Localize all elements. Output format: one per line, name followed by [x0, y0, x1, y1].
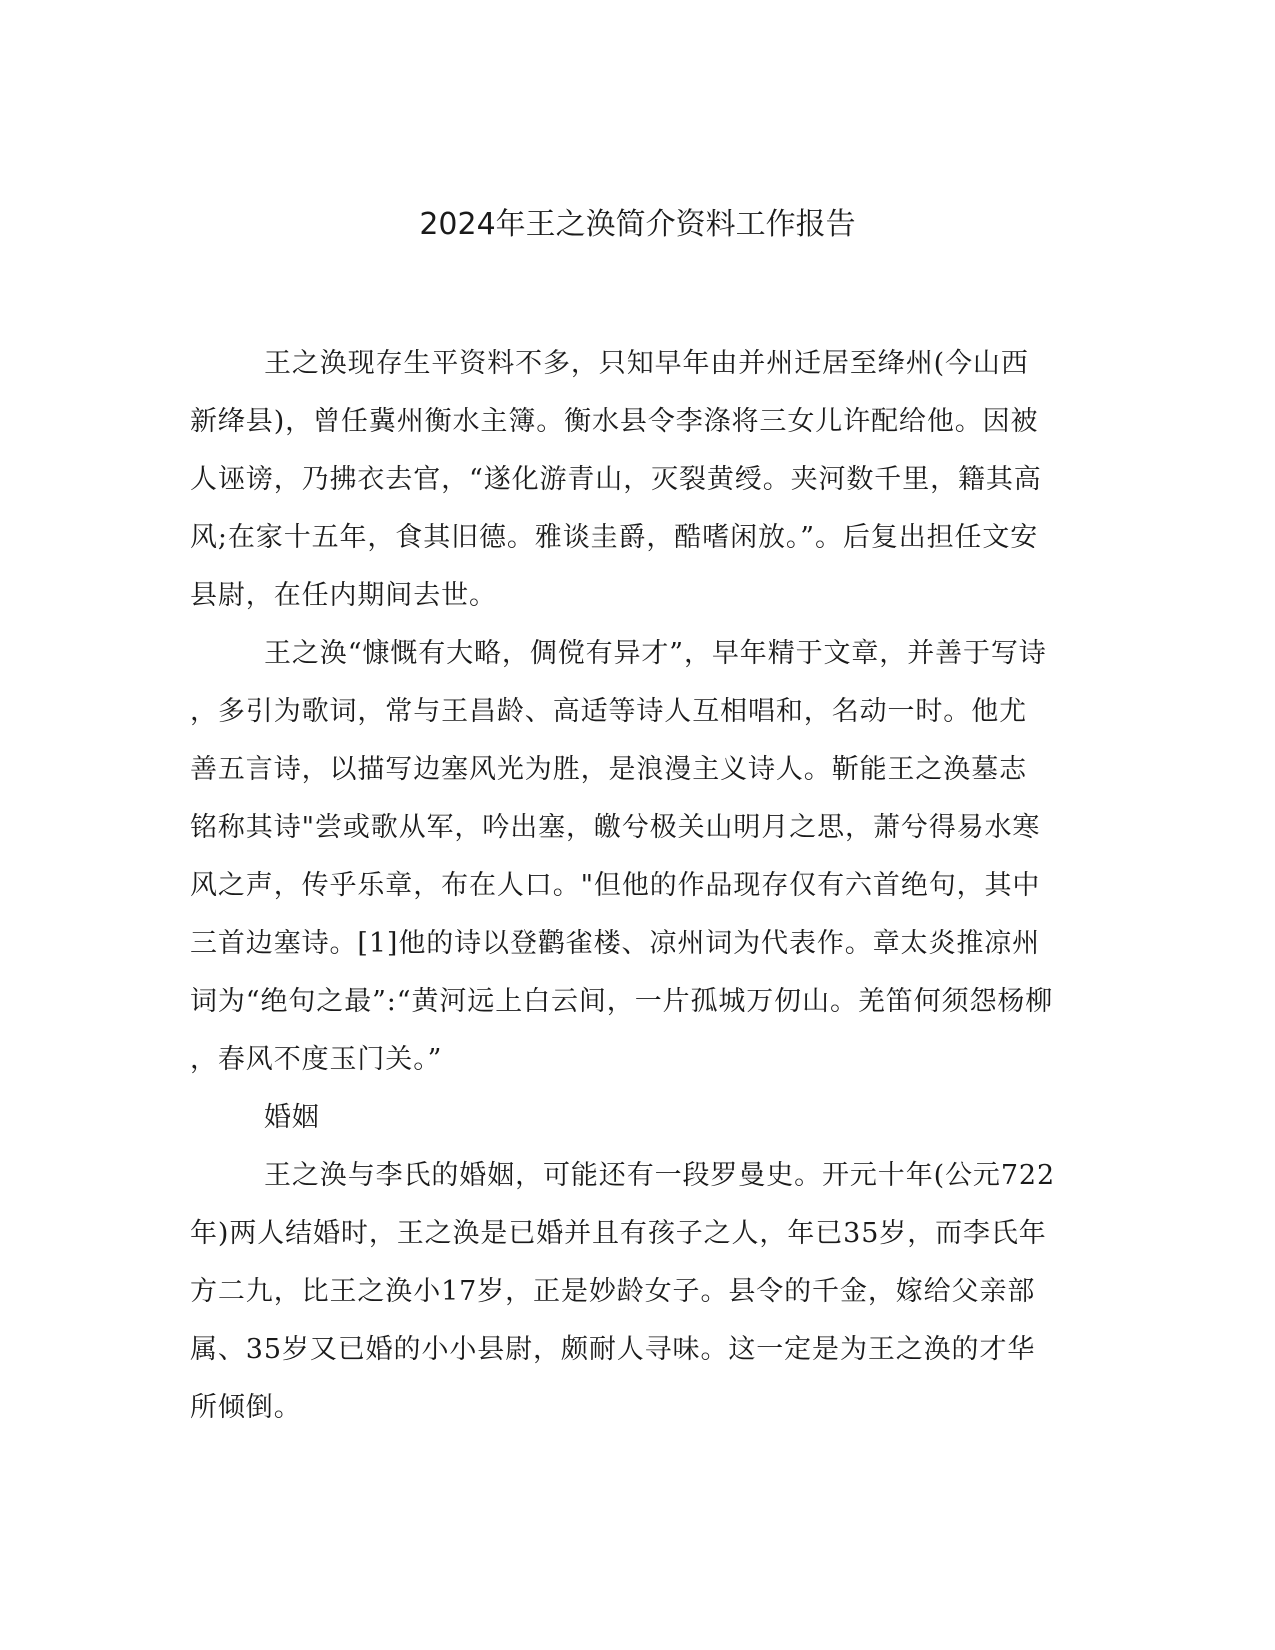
- paragraph-line: 王之涣“慷慨有大略，倜傥有异才”，早年精于文章，并善于写诗: [264, 638, 1047, 669]
- paragraph-line: ，多引为歌词，常与王昌龄、高适等诗人互相唱和，名动一时。他尤: [190, 696, 1027, 727]
- paragraph-biography: [190, 335, 1080, 625]
- section-heading-text: 婚姻: [264, 1102, 320, 1133]
- paragraph-line: 新绛县)，曾任冀州衡水主簿。衡水县令李涤将三女儿许配给他。因被: [190, 406, 1039, 437]
- paragraph-line: 所倾倒。: [190, 1392, 302, 1423]
- paragraph-line: 方二九，比王之涣小17岁，正是妙龄女子。县令的千金，嫁给父亲部: [190, 1276, 1036, 1307]
- section-heading-marriage: [190, 1089, 1080, 1147]
- paragraph-line: 善五言诗，以描写边塞风光为胜，是浪漫主义诗人。靳能王之涣墓志: [190, 754, 1027, 785]
- paragraph-line: 词为“绝句之最”:“黄河远上白云间，一片孤城万仞山。羌笛何须怨杨柳: [190, 986, 1054, 1017]
- paragraph-line: 属、35岁又已婚的小小县尉，颇耐人寻味。这一定是为王之涣的才华: [190, 1334, 1036, 1365]
- paragraph-line: 三首边塞诗。[1]他的诗以登鹳雀楼、凉州词为代表作。章太炎推凉州: [190, 928, 1041, 959]
- paragraph-line: 人诬谤，乃拂衣去官，“遂化游青山，灭裂黄绶。夹河数千里，籍其高: [190, 464, 1042, 495]
- paragraph-line: 风之声，传乎乐章，布在人口。"但他的作品现存仅有六首绝句，其中: [190, 870, 1041, 901]
- paragraph-line: 铭称其诗"尝或歌从军，吟出塞，皦兮极关山明月之思，萧兮得易水寒: [190, 812, 1041, 843]
- document-body: [190, 335, 1080, 1437]
- paragraph-line: 风;在家十五年，食其旧德。雅谈圭爵，酷嗜闲放。”。后复出担任文安: [190, 522, 1039, 553]
- paragraph-line: 王之涣现存生平资料不多，只知早年由并州迁居至绛州(今山西: [264, 348, 1029, 379]
- paragraph-line: ，春风不度玉门关。”: [190, 1044, 443, 1075]
- paragraph-marriage: [190, 1147, 1080, 1437]
- paragraph-poetry: [190, 625, 1080, 1089]
- paragraph-line: 王之涣与李氏的婚姻，可能还有一段罗曼史。开元十年(公元722: [264, 1160, 1056, 1191]
- paragraph-line: 年)两人结婚时，王之涣是已婚并且有孩子之人，年已35岁，而李氏年: [190, 1218, 1047, 1249]
- document-title: 2024年王之涣简介资料工作报告: [419, 207, 856, 242]
- paragraph-line: 县尉，在任内期间去世。: [190, 580, 497, 611]
